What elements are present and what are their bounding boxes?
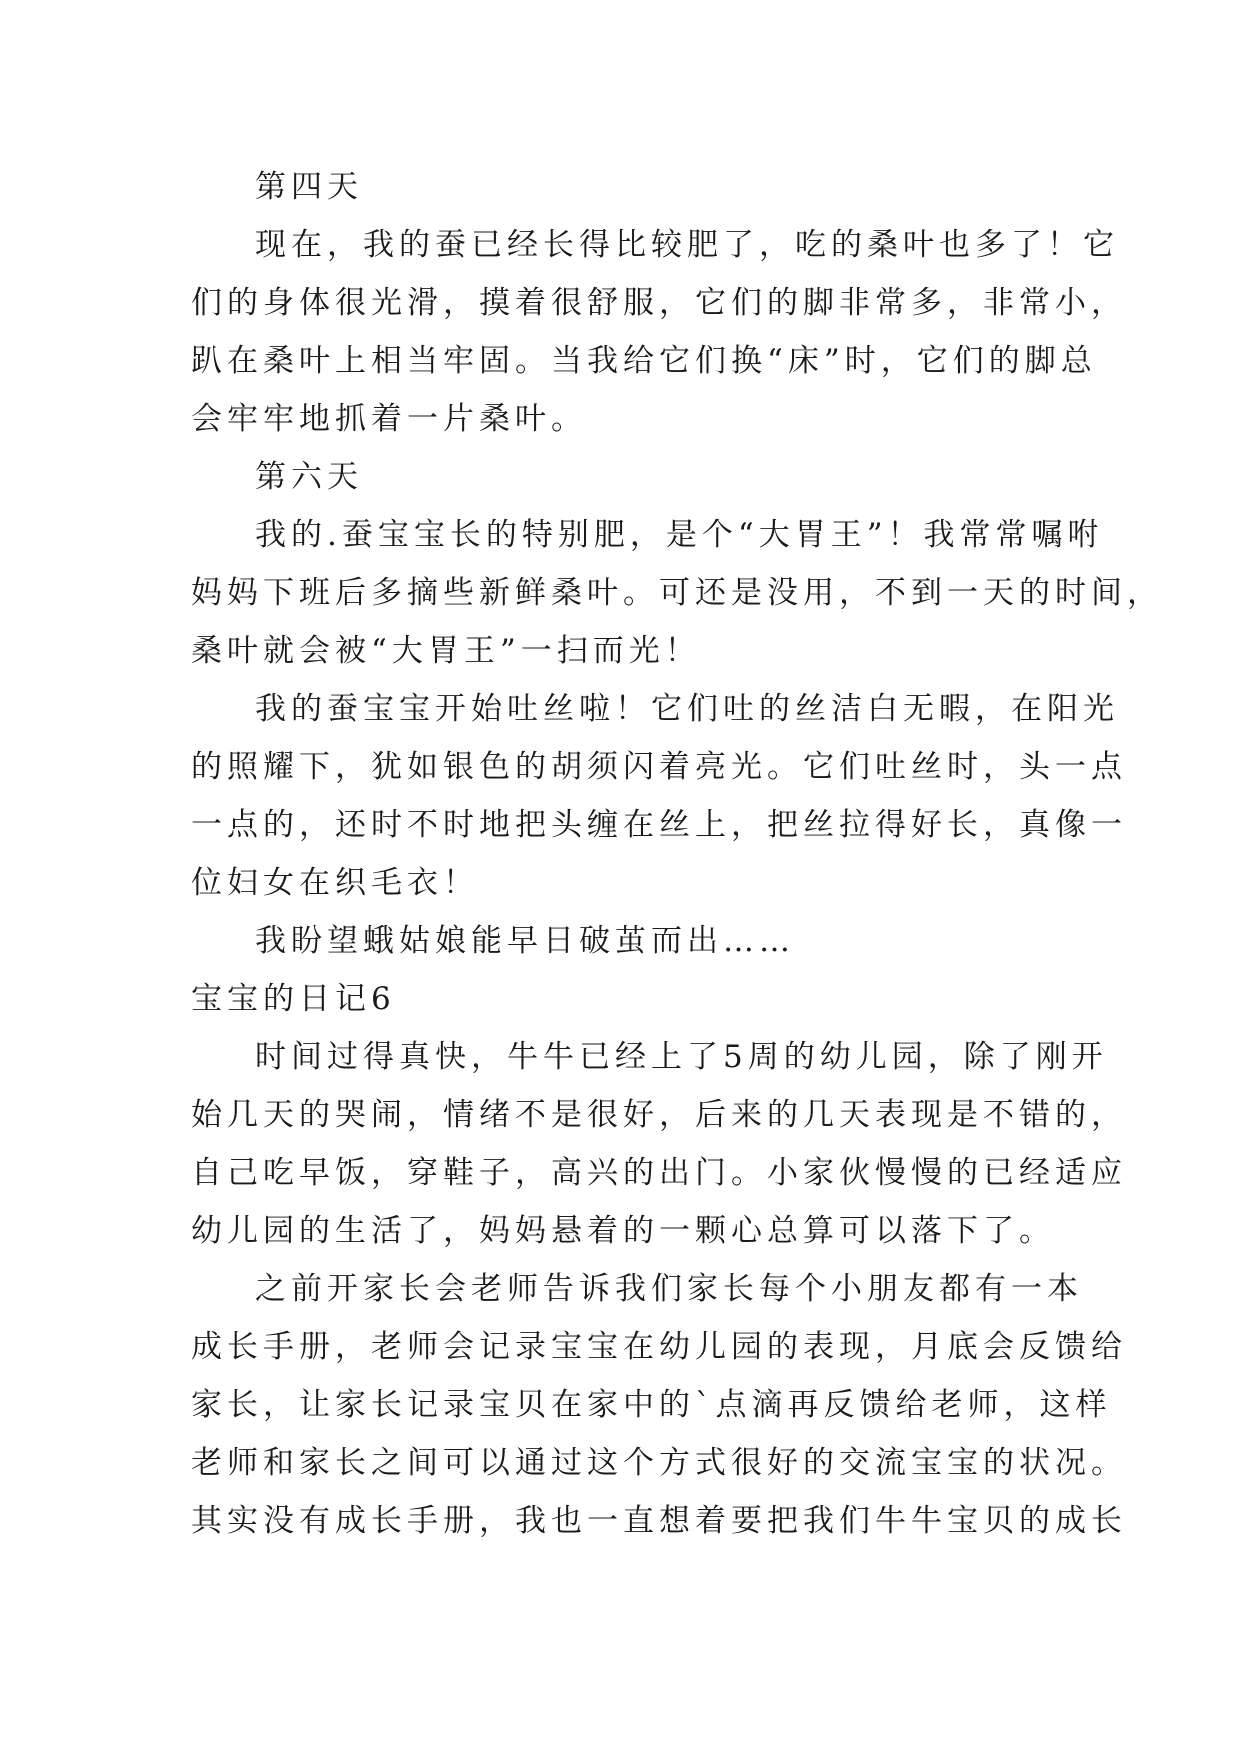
paragraph-line: 我盼望蛾姑娘能早日破茧而出……: [255, 923, 795, 959]
paragraph-line: 自己吃早饭，穿鞋子，高兴的出门。小家伙慢慢的已经适应: [191, 1155, 1127, 1191]
paragraph-line: 桑叶就会被“大胃王”一扫而光！: [191, 633, 701, 669]
paragraph-line: 成长手册，老师会记录宝宝在幼儿园的表现，月底会反馈给: [191, 1329, 1127, 1365]
paragraph-line: 幼儿园的生活了，妈妈悬着的一颗心总算可以落下了。: [191, 1213, 1055, 1249]
paragraph-line: 我的蚕宝宝开始吐丝啦！它们吐的丝洁白无暇，在阳光: [255, 691, 1119, 727]
paragraph-line: 一点的，还时不时地把头缠在丝上，把丝拉得好长，真像一: [191, 807, 1127, 843]
paragraph-line: 现在，我的蚕已经长得比较肥了，吃的桑叶也多了！它: [255, 227, 1119, 263]
document-body: [191, 158, 1163, 1550]
paragraph-line: 我的.蚕宝宝长的特别肥，是个“大胃王”！我常常嘱咐: [255, 517, 1104, 553]
paragraph-line: 的照耀下，犹如银色的胡须闪着亮光。它们吐丝时，头一点: [191, 749, 1127, 785]
paragraph-line: 趴在桑叶上相当牢固。当我给它们换“床”时，它们的脚总: [191, 343, 1097, 379]
paragraph-line: 位妇女在织毛衣！: [191, 865, 479, 901]
diary-title: 宝宝的日记6: [191, 981, 396, 1017]
paragraph-line: 老师和家长之间可以通过这个方式很好的交流宝宝的状况。: [191, 1445, 1127, 1481]
paragraph-line: 之前开家长会老师告诉我们家长每个小朋友都有一本: [255, 1271, 1083, 1307]
paragraph-line: 时间过得真快，牛牛已经上了5周的幼儿园，除了刚开: [255, 1039, 1108, 1075]
paragraph-line: 其实没有成长手册，我也一直想着要把我们牛牛宝贝的成长: [191, 1503, 1127, 1539]
paragraph-line: 们的身体很光滑，摸着很舒服，它们的脚非常多，非常小，: [191, 285, 1127, 321]
paragraph-line: 始几天的哭闹，情绪不是很好，后来的几天表现是不错的，: [191, 1097, 1127, 1133]
section-heading-day-six: 第六天: [255, 459, 363, 495]
paragraph-line: 会牢牢地抓着一片桑叶。: [191, 401, 587, 437]
section-heading-day-four: 第四天: [255, 169, 363, 205]
paragraph-line: 家长，让家长记录宝贝在家中的`点滴再反馈给老师，这样: [191, 1387, 1112, 1423]
paragraph-line: 妈妈下班后多摘些新鲜桑叶。可还是没用，不到一天的时间，: [191, 575, 1163, 611]
